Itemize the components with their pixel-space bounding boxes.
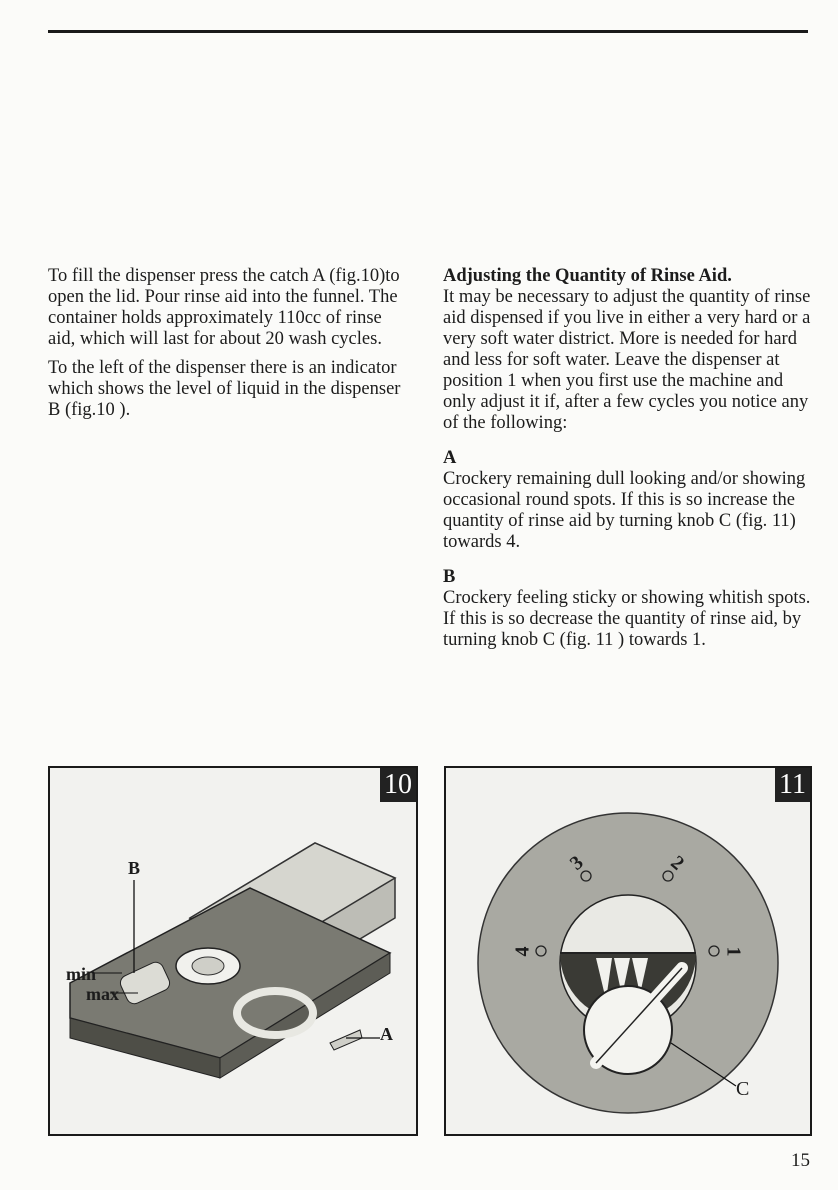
label-min: min (66, 964, 97, 984)
page-number: 15 (791, 1150, 810, 1171)
case-a-paragraph: Crockery remaining dull looking and/or showing occasional round spots. If this is so increase the quantity of rinse aid by turning knob C (fig. 11) towards 4. (443, 469, 806, 552)
right-column (443, 266, 815, 659)
fill-instructions-paragraph: To fill the dispenser press the catch A (fig.10)to open the lid. Pour rinse aid into the funnel. The container holds approximately 110cc of rinse aid, which will last for about 20 wash cycles. (48, 266, 400, 349)
dial-mark-2: 2 (666, 851, 689, 875)
label-max: max (86, 984, 119, 1004)
intro-paragraph: It may be necessary to adjust the quantity of rinse aid dispensed if you live in either a very hard or a very soft water district. More is needed for hard and less for soft water. Leave the dispenser at position 1 when you first use the machine and only adjust it if, after a few cycles you notice any of the following: (443, 287, 811, 433)
label-b: B (128, 858, 141, 878)
catch-shape (330, 1030, 362, 1050)
indicator-paragraph: To the left of the dispenser there is an indicator which shows the level of liquid in the dispenser B (fig.10 ). (48, 358, 401, 420)
dial-mark-1: 1 (722, 946, 745, 957)
figure-10-dispenser-illustration (48, 766, 418, 1136)
label-c: C (736, 1078, 750, 1100)
case-b-paragraph: Crockery feeling sticky or showing whitish spots. If this is so decrease the quantity of rinse aid, by turning knob C (fig. 11 ) towards 1. (443, 588, 811, 650)
figure-10-number: 10 (380, 768, 416, 802)
case-a-label: A (443, 448, 457, 468)
figure-11-number: 11 (775, 768, 810, 802)
left-column (48, 266, 403, 429)
case-b-label: B (443, 567, 456, 587)
dial-mark-3: 3 (565, 851, 588, 875)
figure-11-dial-illustration (444, 766, 812, 1136)
dial-drawing (446, 768, 810, 1134)
top-rule (48, 30, 808, 33)
label-a: A (380, 1024, 393, 1044)
dispenser-drawing (50, 768, 416, 1134)
section-heading: Adjusting the Quantity of Rinse Aid. (443, 266, 732, 286)
dial-mark-4: 4 (511, 946, 534, 957)
